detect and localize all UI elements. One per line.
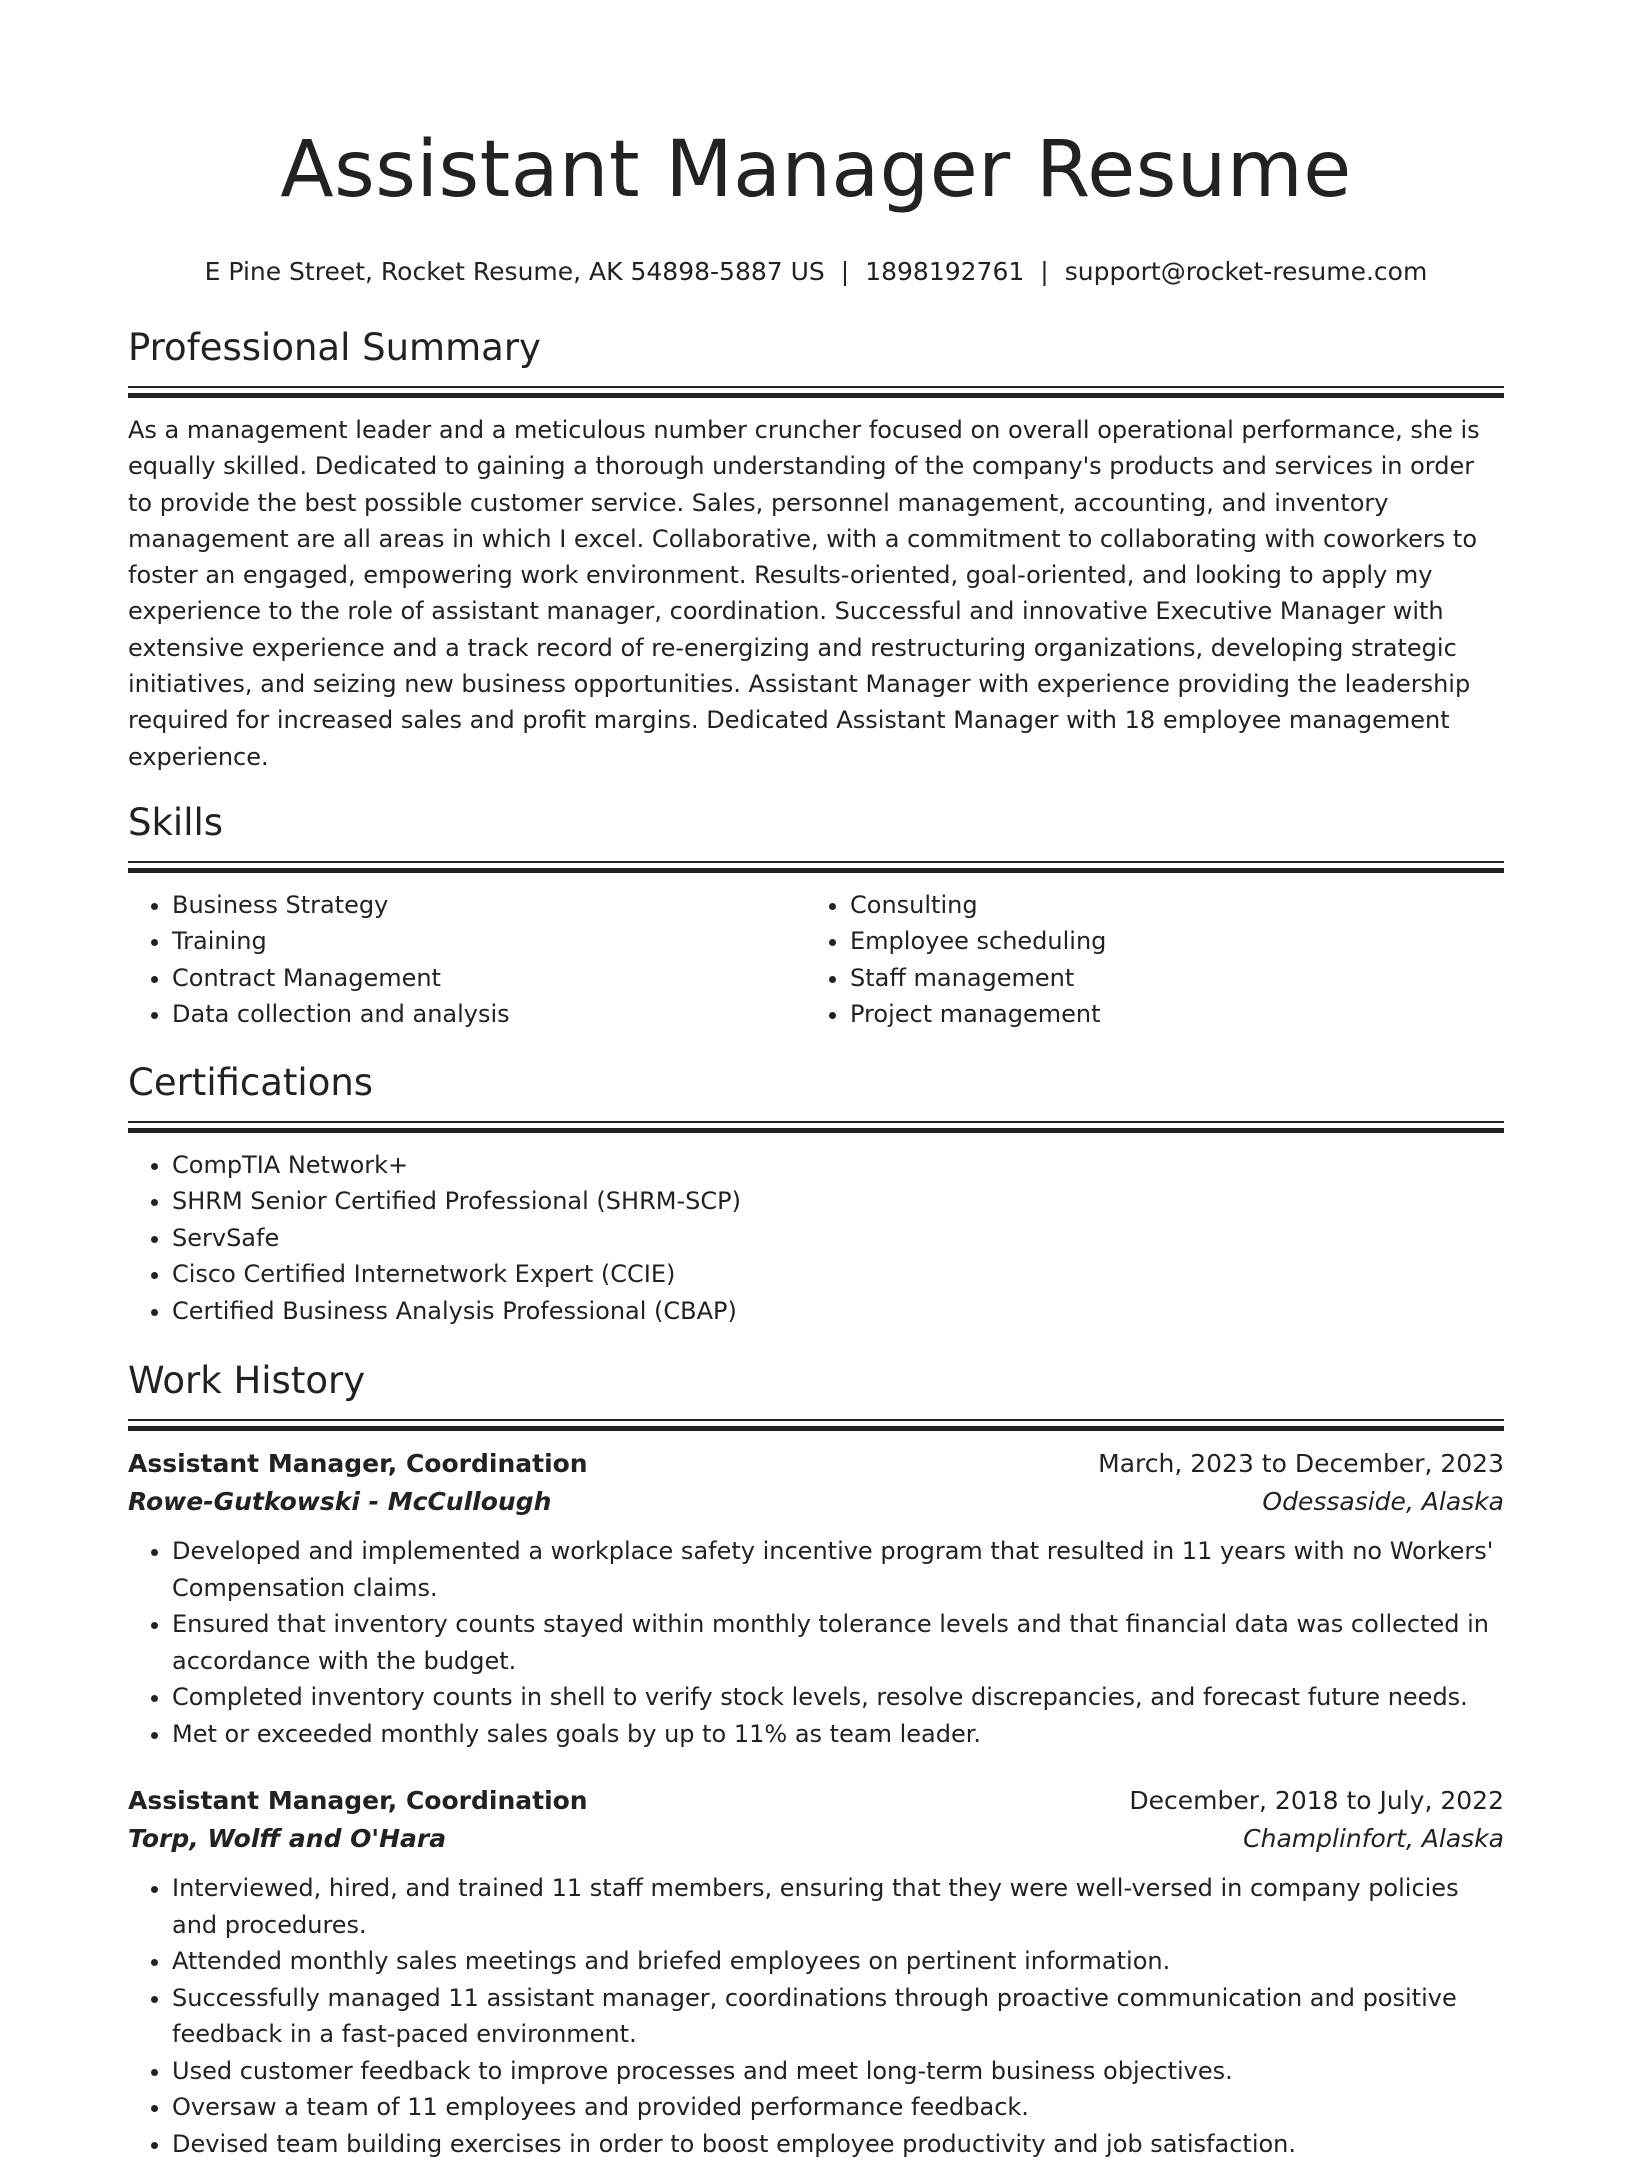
contact-address: E Pine Street, Rocket Resume, AK 54898-5887 US	[204, 257, 825, 286]
skill-item: • Project management	[850, 996, 1484, 1033]
skills-column-left	[128, 887, 806, 1033]
resume-page	[128, 0, 1504, 2162]
contact-phone: 1898192761	[865, 257, 1025, 286]
job-bullet: • Attended monthly sales meetings and briefed employees on pertinent information.	[172, 1943, 1504, 1980]
skill-item: • Staff management	[850, 960, 1484, 997]
job-bullet: • Oversaw a team of 11 employees and provided performance feedback.	[172, 2089, 1504, 2126]
job-bullet: • Interviewed, hired, and trained 11 staff members, ensuring that they were well-versed in company policies and procedures.	[172, 1870, 1504, 1943]
job-bullet: • Devised team building exercises in order to boost employee productivity and job satisfaction.	[172, 2126, 1504, 2162]
job-location: Odessaside, Alaska	[1262, 1487, 1504, 1517]
contact-email[interactable]: support@rocket-resume.com	[1064, 257, 1428, 286]
job-location: Champlinfort, Alaska	[1243, 1824, 1504, 1854]
skill-item: • Consulting	[850, 887, 1484, 924]
contact-line	[128, 256, 1504, 288]
certifications-section	[128, 1059, 1504, 1330]
section-title-work-history: Work History	[128, 1359, 366, 1403]
job-header	[128, 1782, 1504, 1820]
contact-separator: |	[840, 257, 850, 286]
section-divider	[128, 1121, 1504, 1133]
skills-column-right	[806, 887, 1484, 1033]
job-bullets	[128, 1533, 1504, 1752]
section-title-certifications: Certifications	[128, 1060, 374, 1104]
certifications-list	[128, 1147, 1504, 1330]
certification-item: • CompTIA Network+	[172, 1147, 1504, 1184]
section-divider	[128, 386, 1504, 398]
summary-section	[128, 324, 1504, 775]
skills-section	[128, 799, 1504, 1033]
job-company: Torp, Wolff and O'Hara	[128, 1824, 447, 1854]
job-bullet: • Completed inventory counts in shell to verify stock levels, resolve discrepancies, and forecast future needs.	[172, 1679, 1504, 1716]
section-title-summary: Professional Summary	[128, 326, 541, 369]
job-bullets	[128, 1870, 1504, 2162]
certification-item: • ServSafe	[172, 1220, 1504, 1257]
job-title: Assistant Manager, Coordination	[128, 1786, 588, 1816]
work-history-section	[128, 1357, 1504, 2162]
skill-item: • Data collection and analysis	[172, 996, 806, 1033]
job-bullet: • Used customer feedback to improve processes and meet long-term business objectives.	[172, 2053, 1504, 2090]
skill-item: • Training	[172, 923, 806, 960]
job-subheader	[128, 1483, 1504, 1521]
certification-item: • Certified Business Analysis Professional (CBAP)	[172, 1293, 1504, 1330]
job-title: Assistant Manager, Coordination	[128, 1449, 588, 1479]
skill-item: • Contract Management	[172, 960, 806, 997]
certification-item: • SHRM Senior Certified Professional (SHRM-SCP)	[172, 1183, 1504, 1220]
job-bullet: • Successfully managed 11 assistant manager, coordinations through proactive communication and positive feedback in a fast-paced environment.	[172, 1980, 1504, 2053]
job-entry	[128, 1782, 1504, 2162]
job-entry	[128, 1445, 1504, 1752]
section-title-skills: Skills	[128, 800, 224, 844]
job-bullet: • Ensured that inventory counts stayed within monthly tolerance levels and that financial data was collected in accordance with the budget.	[172, 1606, 1504, 1679]
job-dates: March, 2023 to December, 2023	[1098, 1449, 1504, 1479]
skills-grid	[128, 887, 1504, 1033]
job-subheader	[128, 1820, 1504, 1858]
job-dates: December, 2018 to July, 2022	[1129, 1786, 1504, 1816]
job-company: Rowe-Gutkowski - McCullough	[128, 1487, 552, 1517]
summary-text: As a management leader and a meticulous number cruncher focused on overall operational performance, she is equally skilled. Dedicated to gaining a thorough understanding of the company's products and services in order to provide the best possible customer service. Sales, personnel management, accounting, and inventory management are all areas in which I excel. Collaborative, with a commitment to collaborating with coworkers to foster an engaged, empowering work environment. Results-oriented, goal-oriented, and looking to apply my experience to the role of assistant manager, coordination. Successful and innovative Executive Manager with extensive experience and a track record of re-energizing and restructuring organizations, developing strategic initiatives, and seizing new business opportunities. Assistant Manager with experience providing the leadership required for increased sales and profit margins. Dedicated Assistant Manager with 18 employee management experience.	[128, 416, 1480, 771]
job-bullet: • Met or exceeded monthly sales goals by up to 11% as team leader.	[172, 1716, 1504, 1753]
section-divider	[128, 1419, 1504, 1431]
job-bullet: • Developed and implemented a workplace safety incentive program that resulted in 11 years with no Workers' Compensation claims.	[172, 1533, 1504, 1606]
resume-title: Assistant Manager Resume	[280, 125, 1352, 215]
certification-item: • Cisco Certified Internetwork Expert (CCIE)	[172, 1256, 1504, 1293]
skill-item: • Business Strategy	[172, 887, 806, 924]
section-divider	[128, 861, 1504, 873]
skill-item: • Employee scheduling	[850, 923, 1484, 960]
contact-separator: |	[1040, 257, 1049, 286]
job-header	[128, 1445, 1504, 1483]
